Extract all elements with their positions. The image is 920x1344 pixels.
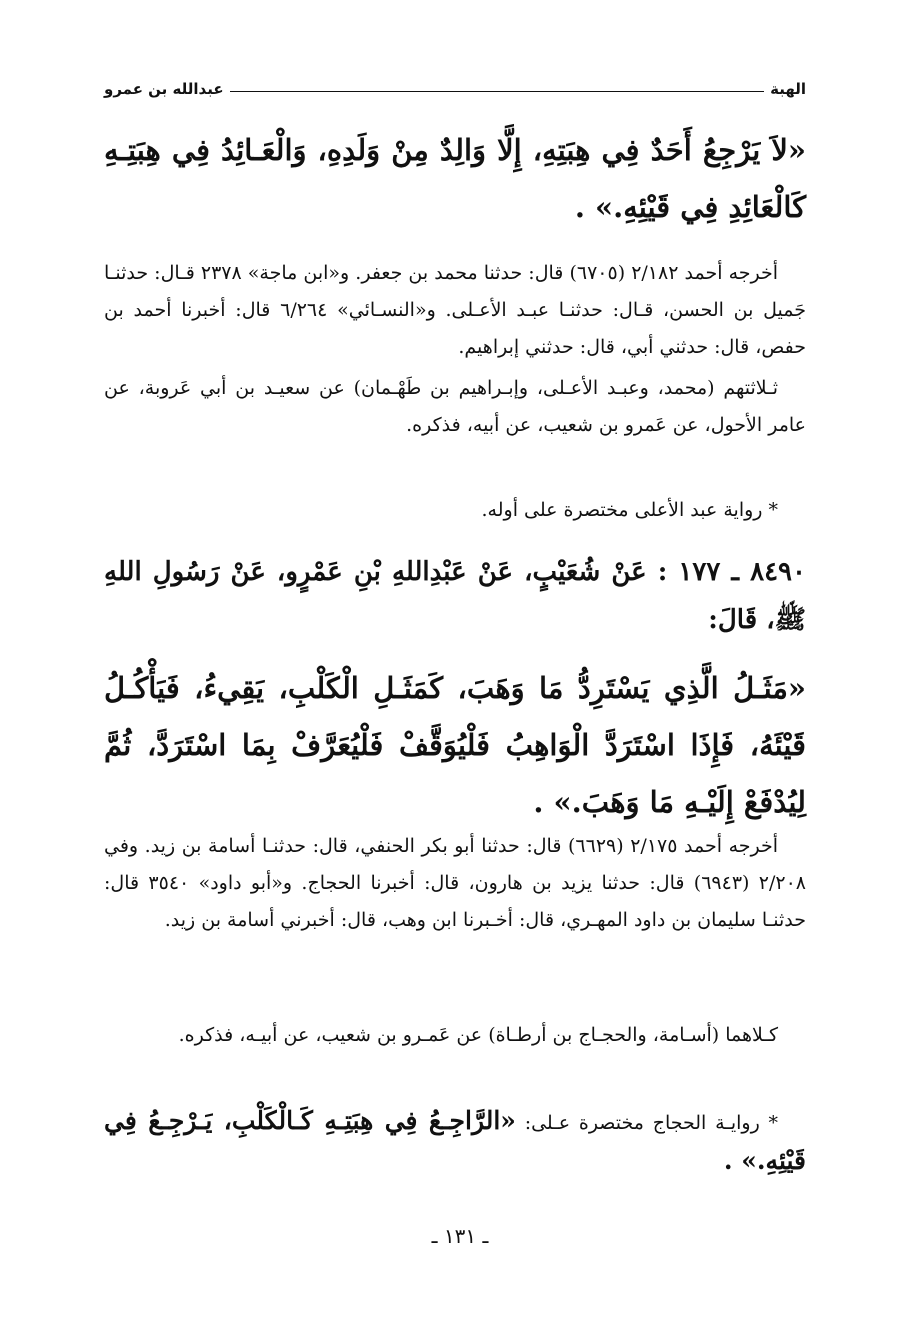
hadith-2-text: «مَثَـلُ الَّذِي يَسْتَرِدُّ مَا وَهَبَ، كَمَثَـلِ الْكَلْبِ، يَقِيءُ، فَيَأْكُـلُ قَيْئَهُ، فَإِذَا اسْتَرَدَّ الْوَاهِبُ فَلْيُوَقَّفْ فَلْيُعَرَّفْ بِمَا اسْتَرَدَّ، ثُمَّ لِيُدْفَعْ إِلَيْـهِ مَا وَهَبَ.» . [104, 671, 806, 819]
hadith-2-isnad [104, 548, 806, 644]
chapter-title: الهبة [770, 80, 806, 98]
hadith-2-chain: : عَنْ شُعَيْبٍ، عَنْ عَبْدِاللهِ بْنِ عَمْرٍو، عَنْ رَسُولِ اللهِ ﷺ، قَالَ: [104, 557, 806, 635]
hadith-number: ٨٤٩٠ ـ ١٧٧ [678, 557, 806, 587]
takhrij-2: أخرجه أحمد ٢/١٧٥ (٦٦٢٩) قال: حدثنا أبو بكر الحنفي، قال: حدثنـا أسامة بن زيد. وفي ٢/٢٠٨ (٦٩٤٣) قال: حدثنا يزيد بن هارون، قال: أخبرنا الحجاج. و«أبو داود» ٣٥٤٠ قال: حدثنـا سليمان بن داود المهـري، قال: أخـبرنا ابن وهب، قال: أخبرني أسامة بن زيد. [104, 835, 807, 931]
hadith-1-text: «لاَ يَرْجِعُ أَحَدٌ فِي هِبَتِهِ، إِلَّا وَالِدٌ مِنْ وَلَدِهِ، وَالْعَـائِدُ فِي هِبَتِـهِ كَالْعَائِدِ فِي قَيْئِهِ.» . [104, 133, 806, 224]
note-2-prefix: * روايـة الحجاج مختصرة عـلى: [524, 1112, 778, 1134]
narration-chain-1: ثـلاثتهم (محمد، وعبـد الأعـلى، وإبـراهيم بن طَهْـمان) عن سعيـد بن أبي عَروبة، عن عامر الأحول، عن عَمرو بن شعيب، عن أبيه، فذكره. [104, 377, 806, 436]
page-number: ـ ١٣١ ـ [431, 1224, 489, 1248]
note-2-quote: «الرَّاجِـعُ فِي هِبَتِـهِ كَـالْكَلْبِ، يَـرْجِـعُ فِي قَيْئِهِ.» . [104, 1106, 806, 1175]
takhrij-1: أخرجه أحمد ٢/١٨٢ (٦٧٠٥) قال: حدثنا محمد بن جعفر. و«ابن ماجة» ٢٣٧٨ قـال: حدثنـا جَميل بن الحسن، قـال: حدثنـا عبـد الأعـلى. و«النسـائي» ٦/٢٦٤ قال: أخبرنا أحمد بن حفص، قال: حدثني أبي، قال: حدثني إبراهيم. [104, 262, 806, 358]
header-rule [230, 91, 765, 92]
note-1: * رواية عبد الأعلى مختصرة على أوله. [481, 499, 778, 521]
narrator-title: عبدالله بن عمرو [104, 80, 224, 98]
narration-chain-2: كـلاهما (أسـامة، والحجـاج بن أرطـاة) عن عَمـرو بن شعيب، عن أبيـه، فذكره. [178, 1024, 778, 1046]
note-2 [104, 1102, 806, 1182]
running-header [104, 76, 806, 102]
